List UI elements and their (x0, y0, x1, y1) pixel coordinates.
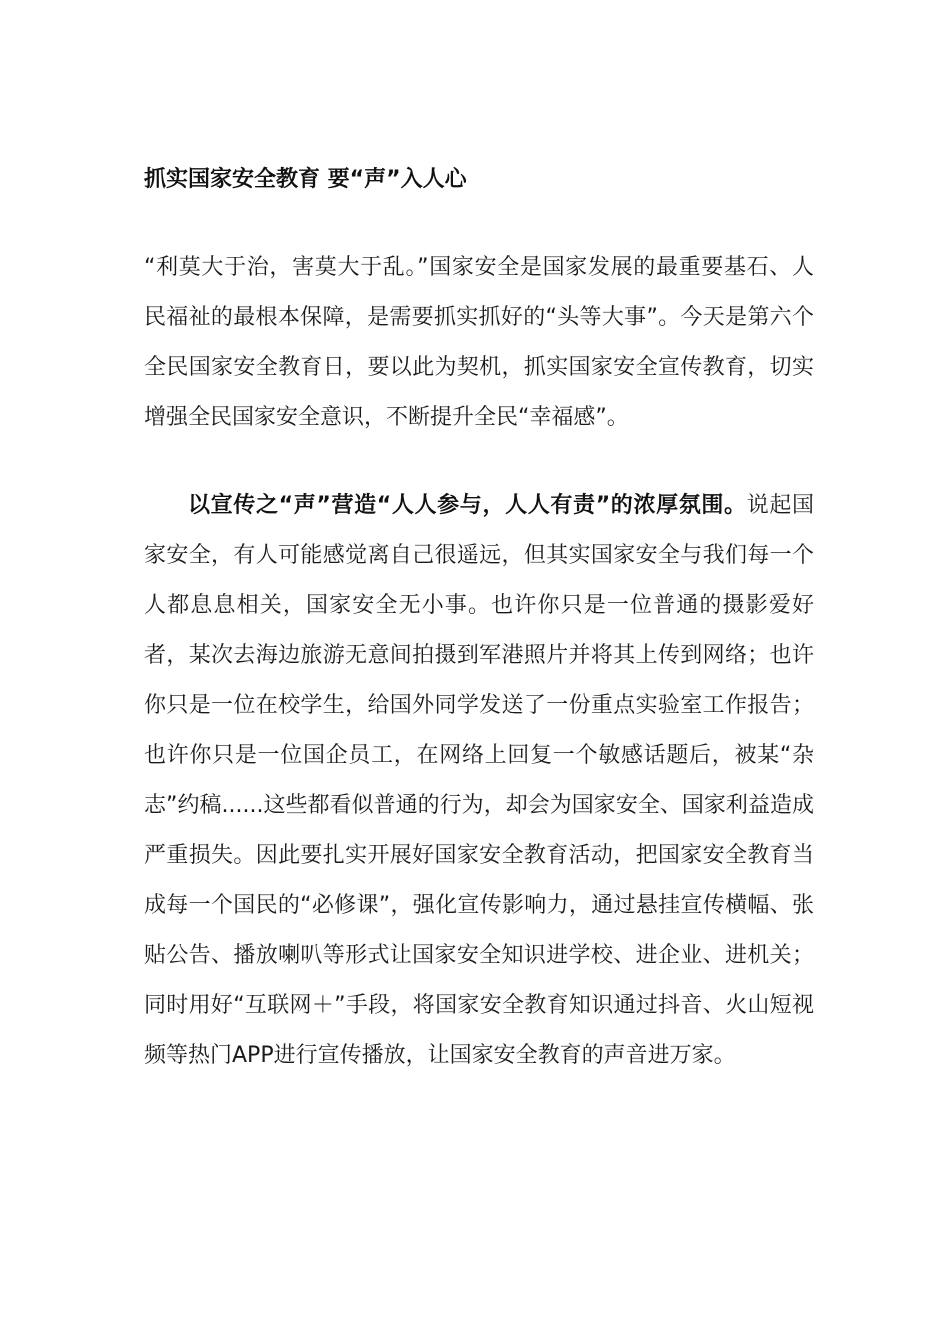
document-title: 抓实国家安全教育 要“声”入人心 (144, 167, 467, 192)
paragraph-lead-heading: 以宣传之“声”营造“人人参与，人人有责”的浓厚氛围。 (188, 493, 747, 518)
paragraph-publicity (144, 481, 814, 1081)
paragraph-intro: “利莫大于治，害莫大于乱。”国家安全是国家发展的最重要基石、人民福祉的最根本保障，是需要抓实抓好的“头等大事”。今天是第六个全民国家安全教育日，要以此为契机，抓实国家安全宣传教育，切实增强全民国家安全意识，不断提升全民“幸福感”。 (144, 255, 814, 430)
paragraph-body-text: 说起国家安全，有人可能感觉离自己很遥远，但其实国家安全与我们每一个人都息息相关，国家安全无小事。也许你只是一位普通的摄影爱好者，某次去海边旅游无意间拍摄到军港照片并将其上传到网络；也许你只是一位在校学生，给国外同学发送了一份重点实验室工作报告；也许你只是一位国企员工，在网络上回复一个敏感话题后，被某“杂志”约稿......这些都看似普通的行为，却会为国家安全、国家利益造成严重损失。因此要扎实开展好国家安全教育活动，把国家安全教育当成每一个国民的“必修课”，强化宣传影响力，通过悬挂宣传横幅、张贴公告、播放喇叭等形式让国家安全知识进学校、进企业、进机关；同时用好“互联网＋”手段，将国家安全教育知识通过抖音、火山短视频等热门APP进行宣传播放，让国家安全教育的声音进万家。 (144, 493, 814, 1068)
